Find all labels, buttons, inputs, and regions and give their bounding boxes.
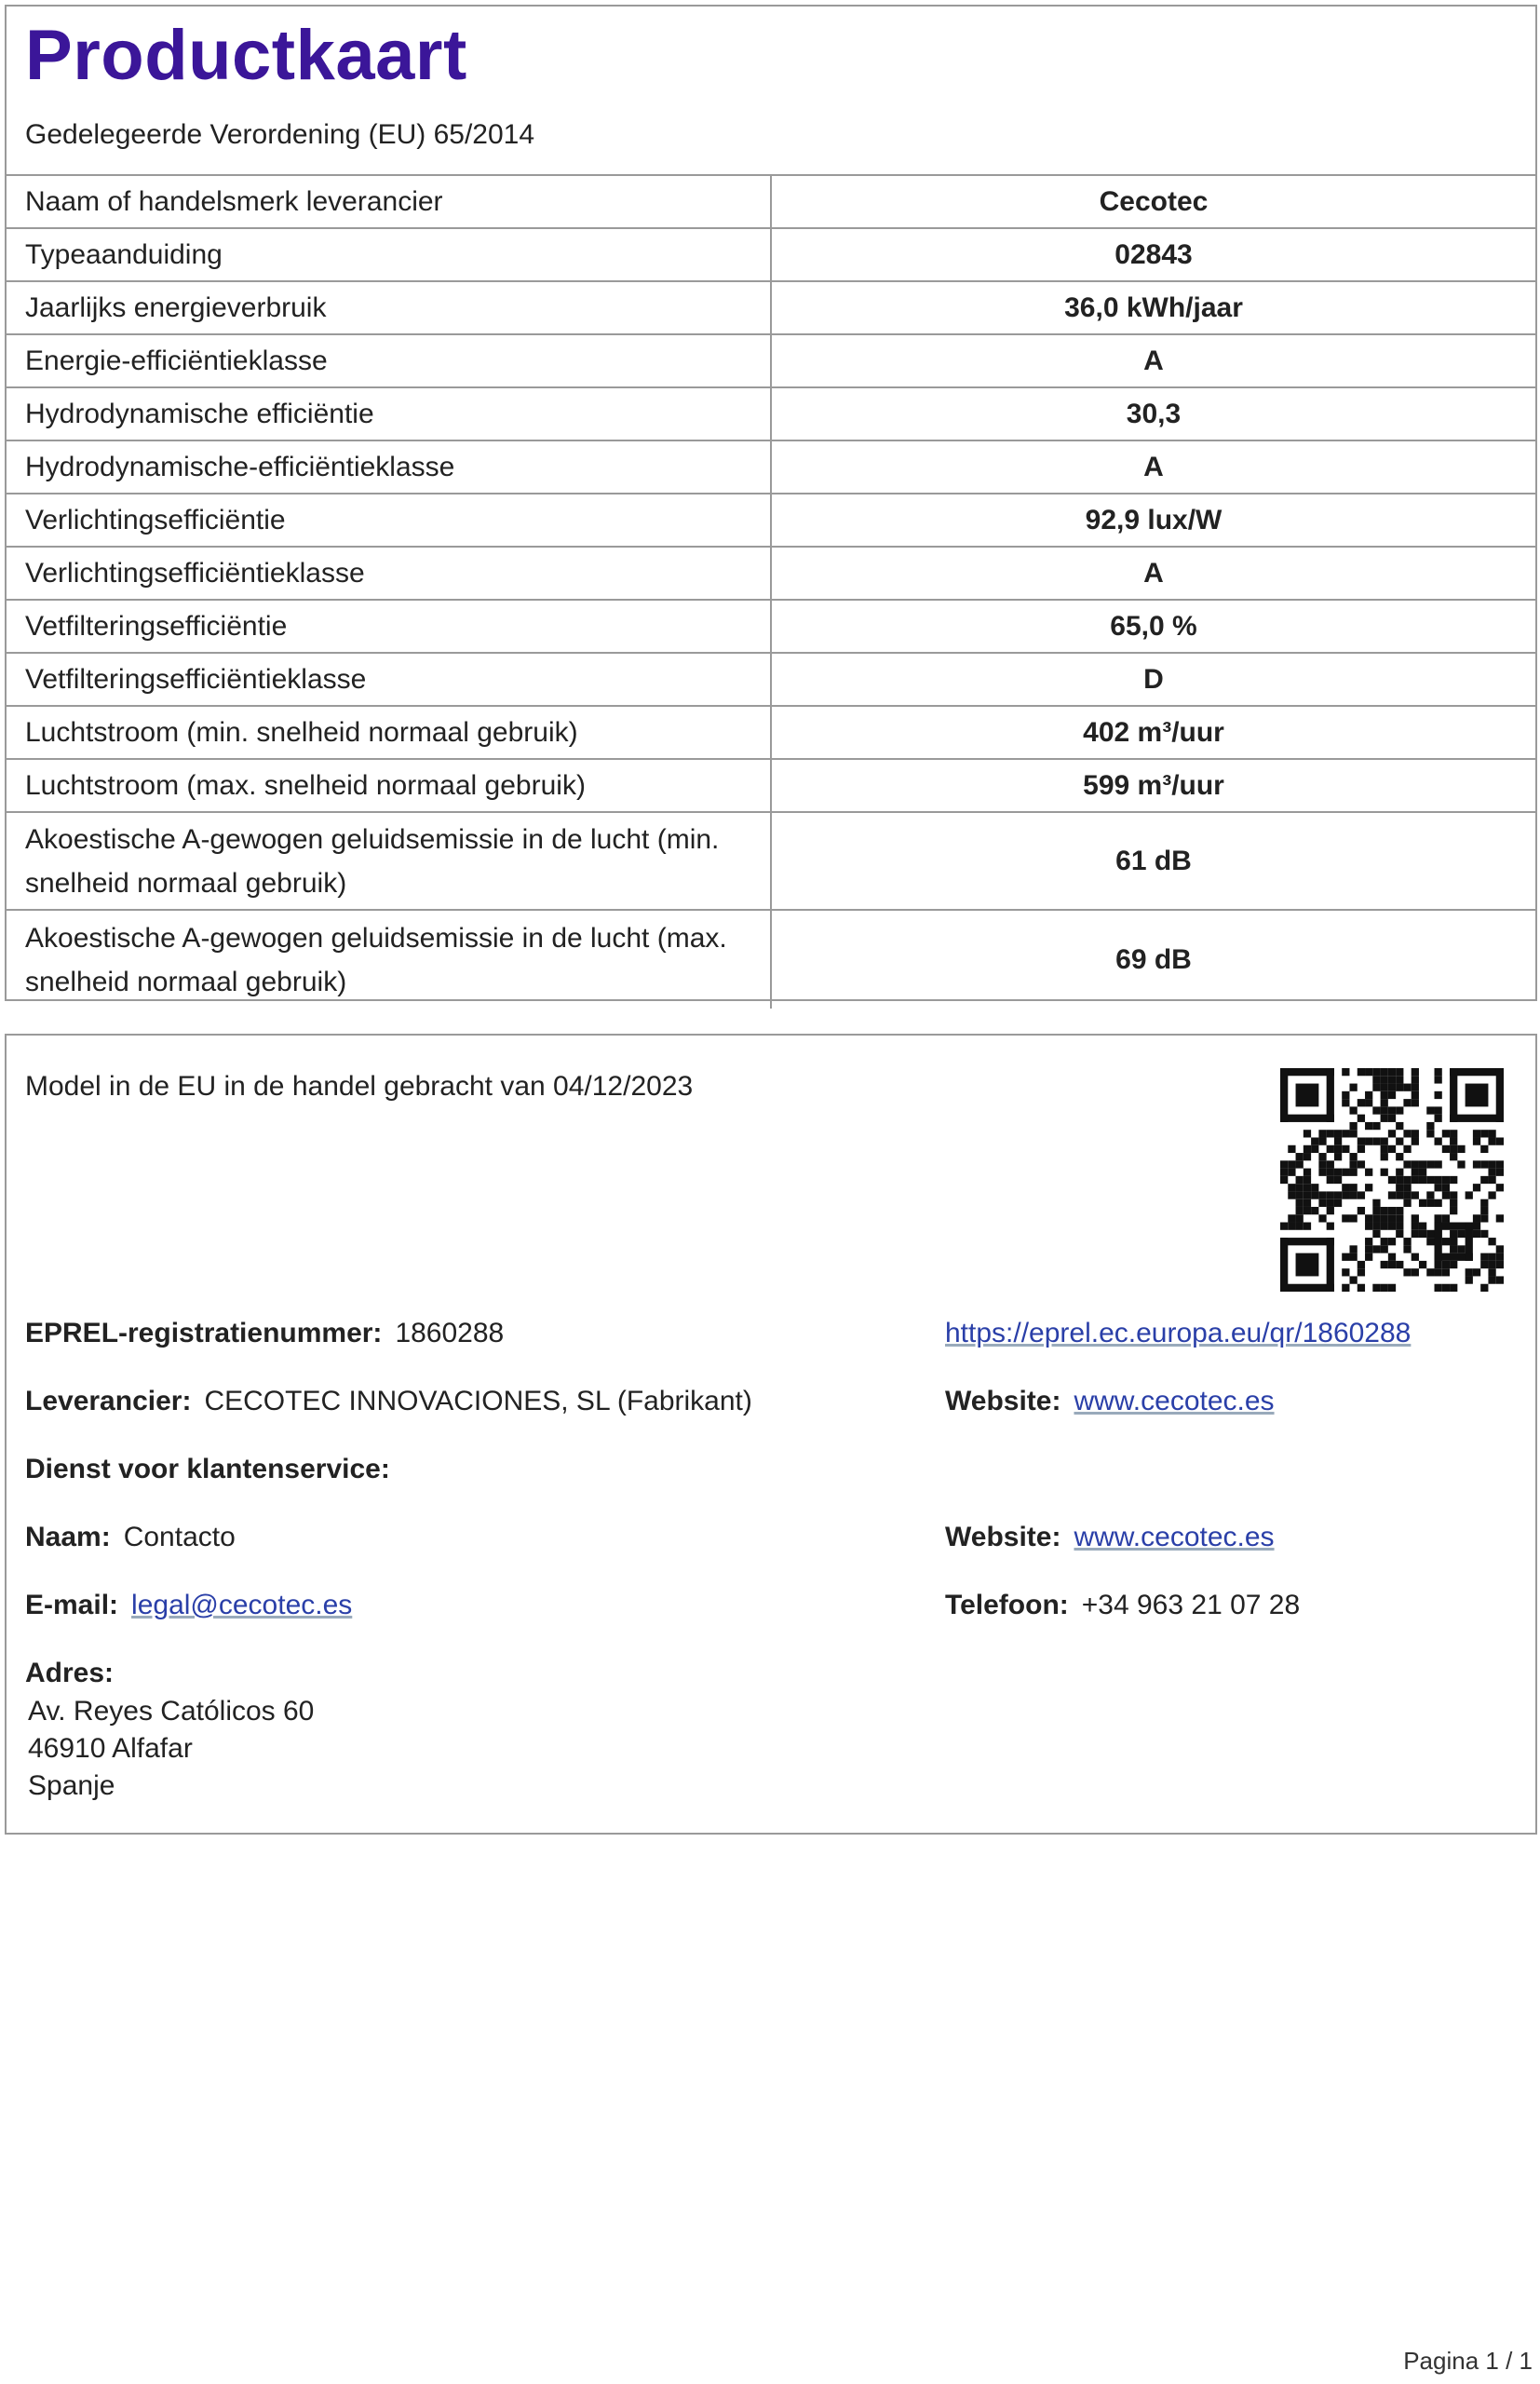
table-row [7, 911, 1535, 1009]
table-row [7, 813, 1535, 911]
spec-value: A [1143, 557, 1164, 589]
table-row [7, 335, 1535, 388]
spec-label: Verlichtingsefficiëntieklasse [7, 548, 772, 599]
spec-value: 69 dB [1115, 943, 1192, 975]
phone-number: +34 963 21 07 28 [1081, 1590, 1301, 1620]
spec-label: Jaarlijks energieverbruik [7, 282, 772, 333]
service-website-label: Website: [945, 1522, 1061, 1552]
service-heading [25, 1451, 403, 1488]
table-row [7, 654, 1535, 707]
spec-value: A [1143, 451, 1164, 482]
table-row [7, 707, 1535, 760]
market-date: Model in de EU in de handel gebracht van 04/12/2023 [25, 1071, 694, 1102]
supplier-website-link[interactable]: www.cecotec.es [1074, 1386, 1275, 1416]
spec-label: Hydrodynamische efficiëntie [7, 388, 772, 440]
address-heading [25, 1655, 127, 1692]
service-website-link[interactable]: www.cecotec.es [1074, 1522, 1275, 1552]
spec-value: 02843 [1114, 238, 1193, 270]
spec-value: A [1143, 345, 1164, 376]
table-row [7, 760, 1535, 813]
table-row [7, 388, 1535, 441]
spec-label: Luchtstroom (min. snelheid normaal gebruik) [7, 707, 772, 758]
supplier-label: Leverancier: [25, 1386, 192, 1416]
supplier-website-line [945, 1383, 1275, 1420]
table-row [7, 494, 1535, 548]
email-line [25, 1587, 352, 1624]
spec-value: 30,3 [1126, 398, 1182, 429]
address-line-1: Av. Reyes Católicos 60 [28, 1696, 315, 1727]
email-label: E-mail: [25, 1590, 119, 1620]
eprel-link[interactable]: https://eprel.ec.europa.eu/qr/1860288 [945, 1318, 1412, 1348]
regulation-reference: Gedelegeerde Verordening (EU) 65/2014 [25, 119, 535, 150]
supplier-info-box [5, 1034, 1537, 1835]
address-line-3: Spanje [28, 1770, 115, 1801]
supplier-name: CECOTEC INNOVACIONES, SL (Fabrikant) [204, 1386, 752, 1416]
table-row [7, 601, 1535, 654]
spec-label: Vetfilteringsefficiëntieklasse [7, 654, 772, 705]
spec-label: Verlichtingsefficiëntie [7, 494, 772, 546]
spec-value: D [1143, 663, 1164, 695]
spec-value: 599 m³/uur [1083, 769, 1224, 801]
page-number: Pagina 1 / 1 [1403, 2347, 1533, 2375]
spec-value: Cecotec [1099, 185, 1209, 217]
phone-line [945, 1587, 1300, 1624]
eprel-line [25, 1315, 504, 1352]
spec-value: 65,0 % [1110, 610, 1197, 642]
contact-name-line [25, 1519, 236, 1556]
service-heading-label: Dienst voor klantenservice: [25, 1454, 390, 1484]
spec-label: Akoestische A-gewogen geluidsemissie in de lucht (min. snelheid normaal gebruik) [7, 813, 772, 909]
table-row [7, 548, 1535, 601]
eprel-url-line [945, 1315, 1411, 1352]
table-row [7, 176, 1535, 229]
spec-label: Vetfilteringsefficiëntie [7, 601, 772, 652]
spec-label: Naam of handelsmerk leverancier [7, 176, 772, 227]
spec-table [7, 174, 1535, 1009]
supplier-line [25, 1383, 752, 1420]
supplier-website-label: Website: [945, 1386, 1061, 1416]
phone-label: Telefoon: [945, 1590, 1069, 1620]
spec-value: 36,0 kWh/jaar [1064, 291, 1243, 323]
service-website-line [945, 1519, 1275, 1556]
contact-name-label: Naam: [25, 1522, 111, 1552]
spec-label: Akoestische A-gewogen geluidsemissie in de lucht (max. snelheid normaal gebruik) [7, 911, 772, 1009]
address-label: Adres: [25, 1658, 115, 1688]
contact-name: Contacto [123, 1522, 236, 1552]
spec-value: 61 dB [1115, 845, 1192, 876]
product-sheet [5, 5, 1537, 1001]
spec-label: Typeaanduiding [7, 229, 772, 280]
table-row [7, 441, 1535, 494]
qr-code-icon[interactable] [1280, 1068, 1504, 1292]
eprel-number: 1860288 [395, 1318, 505, 1348]
spec-value: 92,9 lux/W [1085, 504, 1223, 535]
spec-label: Hydrodynamische-efficiëntieklasse [7, 441, 772, 493]
address-line-2: 46910 Alfafar [28, 1733, 193, 1764]
table-row [7, 229, 1535, 282]
email-link[interactable]: legal@cecotec.es [131, 1590, 353, 1620]
spec-value: 402 m³/uur [1083, 716, 1224, 748]
page-title: Productkaart [25, 16, 467, 95]
spec-label: Luchtstroom (max. snelheid normaal gebruik) [7, 760, 772, 811]
table-row [7, 282, 1535, 335]
eprel-label: EPREL-registratienummer: [25, 1318, 383, 1348]
spec-label: Energie-efficiëntieklasse [7, 335, 772, 386]
